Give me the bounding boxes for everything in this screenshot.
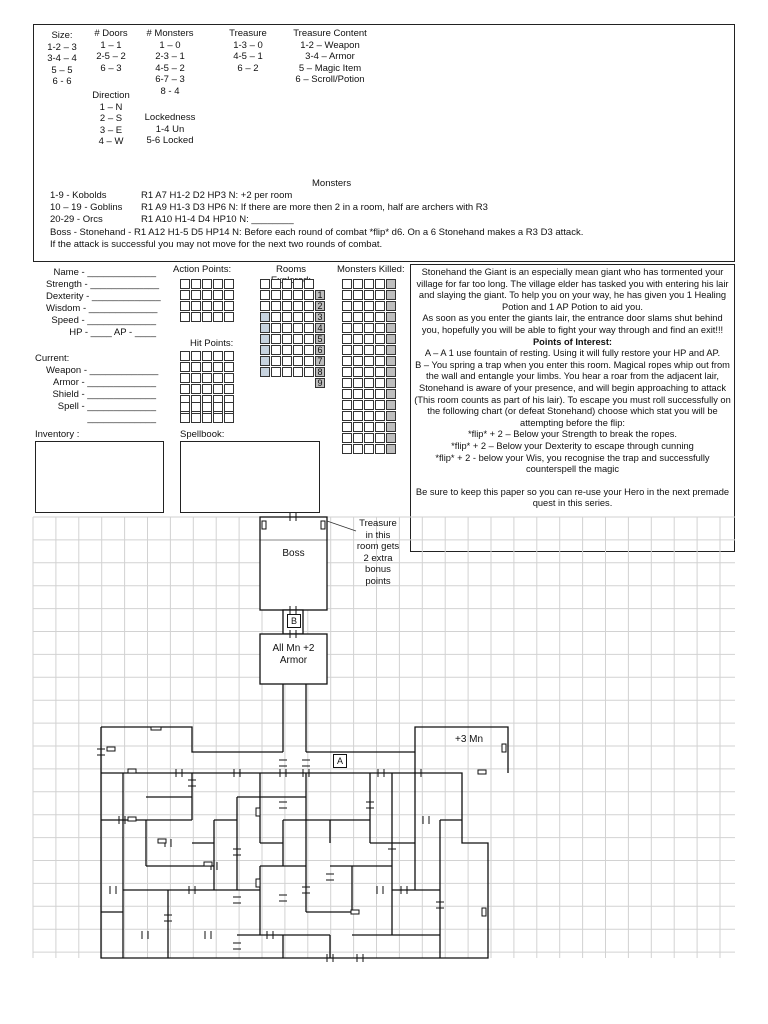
spell-field[interactable]: Spell - _____________	[57, 401, 156, 412]
monster-roll-2: 10 – 19 - Goblins	[50, 202, 123, 213]
monsters-title: Monsters	[312, 178, 352, 189]
strength-field[interactable]: Strength - _____________	[46, 279, 160, 290]
room-number-cell: 9	[315, 378, 325, 388]
trap-room-b-marker: B	[287, 614, 301, 628]
room-number-cell: 2	[315, 301, 325, 311]
action-points-label: Action Points:	[173, 264, 232, 275]
current-label: Current:	[35, 353, 70, 364]
poi-a: A – A 1 use fountain of resting. Using it will fully restore your HP and AP.	[424, 348, 721, 359]
hp-ap-field[interactable]: HP - ____ AP - ____	[69, 327, 156, 338]
extra-field[interactable]: _____________	[87, 413, 156, 424]
plus-three-mn-label: +3 Mn	[455, 734, 484, 745]
monster-stats-1: R1 A7 H1-2 D2 HP3 N: +2 per room	[141, 190, 293, 201]
name-field[interactable]: Name - _____________	[53, 267, 156, 278]
inventory-label: Inventory :	[35, 429, 80, 440]
fountain-a-marker: A	[333, 754, 347, 768]
poi-b: B – You spring a trap when you enter this room. Magical ropes whip out from the wall and entangle your limbs. You hear a roar from the adjacent lair, Stonehand is aware of your presence, and will begin approaching to attack (This room counts as part of his lair). To escape you must roll successfully on the following chart (or defeat Stonehand) choose which stat you will be attempting before the flip:	[414, 359, 731, 428]
speed-field[interactable]: Speed - _____________	[51, 315, 156, 326]
boss-line-2: If the attack is successful you may not move for the next two rounds of combat.	[50, 239, 383, 250]
direction-table: Direction 1 – N 2 – S 3 – E 4 – W	[92, 90, 130, 147]
wisdom-field[interactable]: Wisdom - _____________	[46, 303, 158, 314]
monster-stats-2: R1 A9 H1-3 D3 HP6 N: If there are more then 2 in a room, half are archers with R3	[141, 202, 488, 213]
monster-roll-1: 1-9 - Kobolds	[50, 190, 107, 201]
poi-title: Points of Interest:	[532, 336, 613, 347]
treasure-note: Treasure in this room gets 2 extra bonus points	[356, 518, 400, 587]
room-number-cell: 7	[315, 356, 325, 366]
story-intro: Stonehand the Giant is an especially mean giant who has tormented your village for far too long. The village elder has tasked you with entering his lair and slaying the giant. To help you on your way, he has given you 1 Healing Potion and 1 AP Potion to aid you.	[416, 267, 729, 312]
all-mn-room-label: All Mn +2 Armor	[272, 643, 315, 666]
room-number-cell: 4	[315, 323, 325, 333]
spellbook-label: Spellbook:	[180, 429, 225, 440]
hit-points-label: Hit Points:	[190, 338, 234, 349]
room-number-cell: 3	[315, 312, 325, 322]
weapon-field[interactable]: Weapon - _____________	[46, 365, 159, 376]
flip-dexterity: *flip* + 2 – Below your Dexterity to escape through cunning	[451, 440, 694, 451]
room-number-cell: 5	[315, 334, 325, 344]
room-number-cell: 8	[315, 367, 325, 377]
room-number-cell: 1	[315, 290, 325, 300]
flip-wisdom: *flip* + 2 - below your Wis, you recognise the trap and successfully counterspell the magic	[435, 452, 710, 475]
map-walls	[101, 517, 508, 958]
treasure-table: Treasure 1-3 – 0 4-5 – 1 6 – 2	[229, 28, 267, 74]
shield-field[interactable]: Shield - _____________	[52, 389, 156, 400]
rooms-explored-label: Rooms	[275, 264, 307, 275]
lockedness-table: Lockedness 1-4 Un 5-6 Locked	[144, 112, 196, 146]
doors-table: # Doors 1 – 1 2-5 – 2 6 – 3	[94, 28, 128, 74]
monster-roll-3: 20-29 - Orcs	[50, 214, 103, 225]
treasure-content-table: Treasure Content 1-2 – Weapon 3-4 – Armor 5 – Magic Item 6 – Scroll/Potion	[293, 28, 367, 85]
boss-room-label: Boss	[282, 548, 305, 559]
monster-stats-3: R1 A10 H1-4 D4 HP10 N: ________	[141, 214, 294, 225]
flip-strength: *flip* + 2 – Below your Strength to break the ropes.	[467, 429, 678, 440]
room-number-cell: 6	[315, 345, 325, 355]
boss-line: Boss - Stonehand - R1 A12 H1-5 D5 HP14 N: Before each round of combat *flip* d6. On a 6 Stonehand makes a R3 D3 attack.	[50, 227, 584, 238]
size-table: Size: 1-2 – 3 3-4 – 4 5 – 5 6 - 6	[47, 30, 77, 87]
armor-field[interactable]: Armor - _____________	[53, 377, 156, 388]
monsters-count-table: # Monsters 1 – 0 2-3 – 1 4-5 – 2 6-7 – 3 8 - 4	[146, 28, 194, 97]
story-intro-2: As soon as you enter the giants lair, the entrance door slams shut behind you, hopefully you will be able to fight your way through and find an exit!!!	[421, 313, 724, 335]
dexterity-field[interactable]: Dexterity - _____________	[46, 291, 161, 302]
story-outro: Be sure to keep this paper so you can re-use your Hero in the next premade quest in this series.	[415, 486, 730, 509]
monsters-killed-label: Monsters Killed:	[337, 264, 405, 275]
